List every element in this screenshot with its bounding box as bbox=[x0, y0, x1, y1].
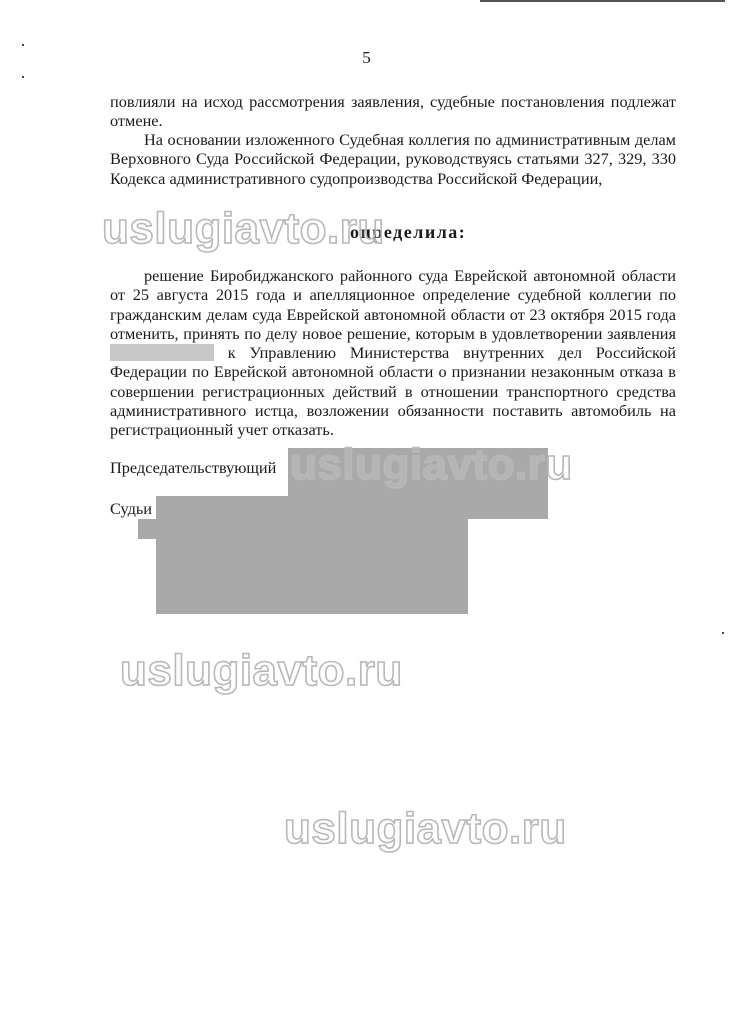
scan-speck bbox=[22, 44, 24, 46]
redacted-judges-signatures bbox=[156, 496, 468, 614]
presiding-judge-label: Председательствующий bbox=[110, 458, 277, 477]
paragraph-ruling bbox=[110, 266, 676, 440]
watermark: uslugiavto.ru bbox=[284, 804, 567, 853]
scan-edge-line bbox=[480, 0, 725, 2]
watermark: uslugiavto.ru bbox=[102, 204, 385, 253]
scan-speck bbox=[722, 632, 724, 634]
paragraph-grounds: На основании изложенного Судебная коллегия по административным делам Верховного Суда Российской Федерации, руководствуясь статьями 327, 329, 330 Кодекса административного судопроизводства Российской Федерации, bbox=[110, 130, 676, 188]
redacted-applicant-name bbox=[110, 344, 214, 361]
ruling-heading: определила: bbox=[350, 222, 467, 242]
paragraph-continuation: повлияли на исход рассмотрения заявления, судебные постановления подлежат отмене. bbox=[110, 92, 676, 131]
watermark: uslugiavto.ru bbox=[290, 440, 573, 489]
page-number: 5 bbox=[362, 48, 371, 67]
redacted-signature-fragment bbox=[138, 519, 158, 539]
scan-speck bbox=[22, 76, 24, 78]
ruling-text-end: к Управлению Министерства внутренних дел Российской Федерации по Еврейской автономной области о признании незаконным отказа в совершении регистрационных действий в отношении транспортного средства административного истца, возложении обязанности поставить автомобиль на регистрационный учет отказать. bbox=[110, 343, 676, 440]
judges-label: Судьи bbox=[110, 499, 152, 518]
watermark: uslugiavto.ru bbox=[120, 646, 403, 695]
ruling-text-start: решение Биробиджанского районного суда Еврейской автономной области от 25 августа 2015 года и апелляционное определение судебной коллегии по гражданским делам суда Еврейской автономной области от 23 октября 2015 года отменить, принять по делу новое решение, которым в удовлетворении заявления bbox=[110, 266, 676, 343]
